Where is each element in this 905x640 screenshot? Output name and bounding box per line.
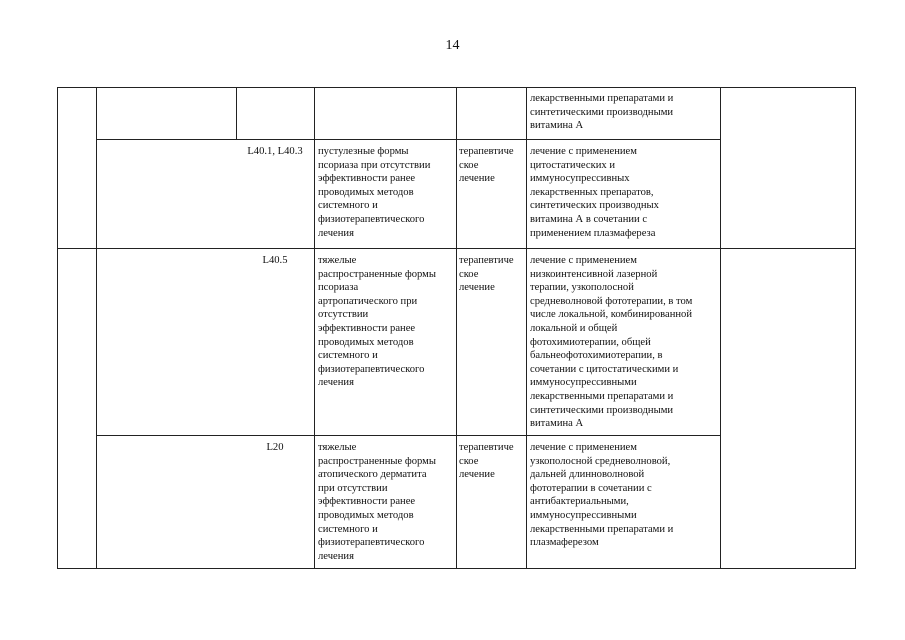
- column-divider: [96, 87, 97, 569]
- column-divider: [456, 87, 457, 569]
- condition-cell: тяжелые распространенные формы атопического дерматита при отсутствии эффективности ранее проводимых методов системного и физиотерапевтического лечения: [318, 442, 436, 562]
- column-divider: [236, 87, 237, 140]
- condition-cell: тяжелые распространенные формы псориаза артропатического при отсутствии эффективности ранее проводимых методов системного и физиотерапевтического лечения: [318, 255, 436, 389]
- row-divider: [96, 139, 720, 140]
- table-border-right: [855, 87, 856, 569]
- row-divider: [96, 435, 720, 436]
- column-divider: [720, 87, 721, 569]
- method-cell: лечение с применением узкополосной средневолновой, дальней длинноволновой фототерапии в сочетании с антибактериальными, иммуносупрессивными лекарственными препаратами и плазмаферезом: [530, 442, 674, 549]
- diagnosis-code-cell: L40.1, L40.3: [247, 146, 303, 157]
- page-number: 14: [445, 38, 460, 53]
- method-cell: лечение с применением цитостатических и иммуносупрессивных лекарственных препаратов, синтетических производных витамина А в сочетании с применением плазмафереза: [530, 146, 659, 239]
- diagnosis-code-cell: L40.5: [262, 255, 288, 266]
- treatment-type-cell: терапевтиче ское лечение: [459, 442, 514, 481]
- method-cell: лечение с применением низкоинтенсивной лазерной терапии, узкополосной средневолновой фототерапии, в том числе локальной, комбинированной локальной и общей фотохимиотерапии, общей бальнеофотохимиотерапии, в сочетании с цитостатическими и иммуносупрессивными лекарственными препаратами и синтетическими производными витамина А: [530, 255, 693, 430]
- condition-cell: пустулезные формы псориаза при отсутствии эффективности ранее проводимых методов системного и физиотерапевтического лечения: [318, 146, 431, 239]
- diagnosis-code-cell: L20: [266, 442, 284, 453]
- treatment-type-cell: терапевтиче ское лечение: [459, 146, 514, 185]
- column-divider: [314, 87, 315, 569]
- method-cell: лекарственными препаратами и синтетическими производными витамина А: [530, 93, 674, 132]
- column-divider: [526, 87, 527, 569]
- column-divider: [57, 87, 58, 569]
- treatment-type-cell: терапевтиче ское лечение: [459, 255, 514, 294]
